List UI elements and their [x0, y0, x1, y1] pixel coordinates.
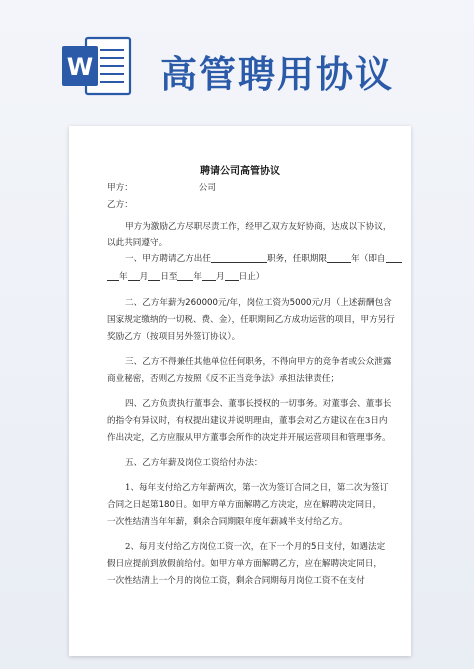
- clause-5-1-line-1: 1、每年支付给乙方年薪两次，第一次为签订合同之日，第二次为签订: [125, 483, 389, 493]
- clause-5-2-line-1: [125, 540, 385, 554]
- clause-1-line-1: [125, 252, 402, 266]
- payment-day-count: 180: [158, 500, 175, 510]
- c5-2-text-a: 2、每月支付给乙方岗位工资一次，在下一个月的: [125, 542, 311, 552]
- clause-4-line-3: 作出决定，乙方应服从甲方董事会所作的决定并开展运营项目和管理事务。: [107, 433, 391, 443]
- c1-end-month: 月: [216, 272, 225, 282]
- position-blank: [211, 252, 267, 263]
- banner-header: [0, 0, 474, 112]
- c5-2-text-b: 日支付，如遇法定: [316, 542, 386, 552]
- c2-text-a: 二、乙方年薪为: [125, 298, 186, 308]
- clause-4-line-2: 的指令有异议时，有权提出建议并说明理由，董事会对乙方建议在在3日内: [107, 416, 388, 426]
- clause-1-text-b: 职务，任职期限: [266, 254, 328, 264]
- clause-1-text-c: 年（即自: [351, 254, 386, 264]
- annual-salary-value: 260000: [185, 298, 218, 308]
- intro-line-2: 以此共同遵守。: [107, 238, 168, 248]
- clause-3-line-2: 商业秘密，否则乙方按照《反不正当竞争法》承担法律责任；: [107, 374, 340, 384]
- c1-to: 日至: [160, 272, 178, 282]
- blank: [107, 270, 119, 281]
- clause-5-title: 五、乙方年薪及岗位工资给付办法：: [125, 458, 263, 468]
- clause-2-line-2: 国家规定缴纳的一切税、费、金），任职期间乙方成功运营的项目，甲方另行: [107, 315, 395, 325]
- document-page: [69, 126, 411, 656]
- clause-5-1-line-2: [107, 498, 381, 512]
- clause-4-line-1: 四、乙方负责执行董事会、董事长授权的一切事务。对董事会、董事长: [125, 399, 392, 409]
- pay-day-of-month: 5: [310, 542, 317, 552]
- clause-5-1-line-3: 一次性结清当年年薪，剩余合同期限年度年薪减半支付给乙方。: [107, 517, 348, 527]
- banner-title: 高管聘用协议: [160, 53, 394, 96]
- blank: [202, 270, 216, 281]
- clause-1-line-2: [107, 270, 264, 284]
- c5-1-text-a: 合同之日起第: [107, 500, 159, 510]
- intro-line-1: 甲方为激励乙方尽职尽责工作，经甲乙双方友好协商，达成以下协议，: [125, 222, 392, 232]
- term-blank: [327, 252, 351, 263]
- party-b-line: [107, 198, 133, 212]
- word-doc-icon: [62, 34, 134, 98]
- party-a-line: [107, 181, 216, 195]
- clause-5-2-line-2: 假日应提前到放假前给付。如甲方单方面解聘乙方，应在解聘决定同日，: [107, 559, 383, 569]
- c1-month: 月: [139, 272, 149, 282]
- party-a-label: 甲方：: [107, 183, 133, 193]
- word-icon-letter: W: [66, 53, 94, 81]
- clause-3-line-1: 三、乙方不得兼任其他单位任何职务，不得向甲方的竞争者或公众泄露: [125, 357, 392, 367]
- c2-text-c: 元/月（上述薪酬包含: [311, 298, 392, 308]
- clause-1-text-a: 一、甲方聘请乙方出任: [125, 254, 211, 264]
- c2-text-b: 元/年，岗位工资为: [217, 298, 290, 308]
- monthly-wage-value: 5000: [289, 298, 312, 308]
- clause-2-line-3: 奖励乙方（按项目另外签订协议）。: [107, 332, 241, 342]
- party-b-label: 乙方：: [107, 200, 133, 210]
- document-title: 聘请公司高管协议: [200, 166, 280, 177]
- party-a-company: 公司: [198, 183, 216, 193]
- c1-end-year: 年: [193, 272, 203, 282]
- c5-1-text-b: 日。如甲方单方面解聘乙方决定，应在解聘决定同日，: [174, 500, 382, 510]
- blank: [225, 270, 239, 281]
- c1-year: 年: [119, 272, 128, 282]
- clause-5-2-line-3: 一次性结清上一个月的岗位工资，剩余合同期每月岗位工资不在支付: [107, 576, 365, 586]
- blank: [128, 270, 140, 281]
- c1-end: 日止）: [238, 272, 265, 282]
- blank: [177, 270, 193, 281]
- start-year-blank: [386, 252, 402, 263]
- clause-2-line-1: [125, 296, 392, 310]
- blank: [148, 270, 160, 281]
